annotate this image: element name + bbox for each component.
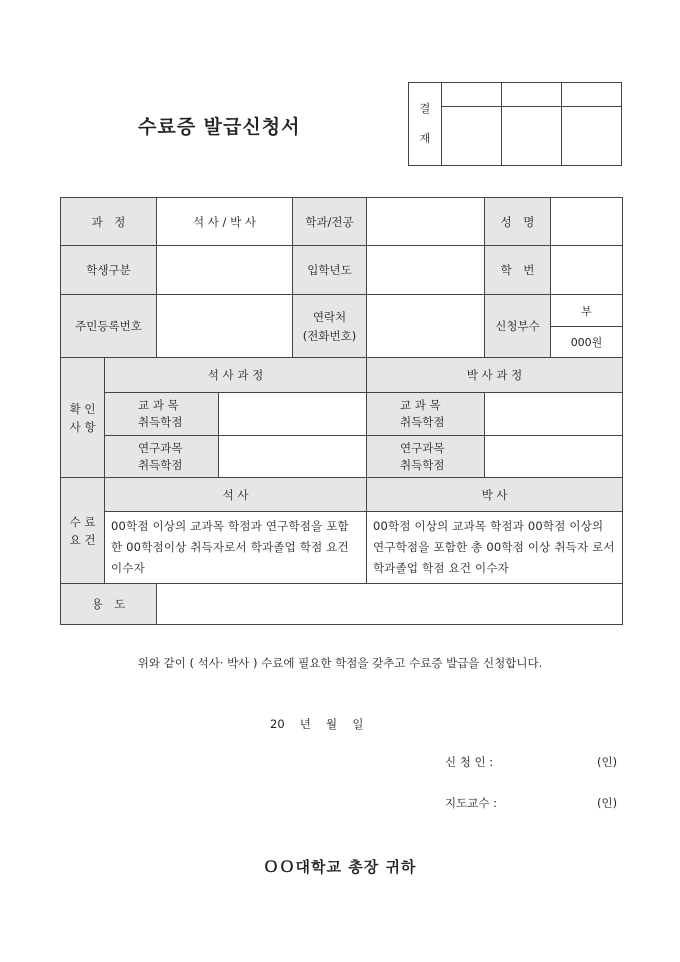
applicant-seal[interactable]: (인)	[597, 755, 618, 769]
doctor-requirement: 00학점 이상의 교과목 학점과 00학점 이상의 연구학점을 포함한 총 00학점 이상 취득자 로서 학과졸업 학점 요건 이수자	[367, 512, 623, 584]
purpose-label: 용 도	[61, 584, 157, 625]
copies-unit[interactable]: 부	[551, 295, 623, 327]
date-line: 20 년 월 일	[270, 717, 364, 731]
contact-field[interactable]	[367, 295, 485, 358]
approval-box	[408, 82, 622, 166]
course-label: 과 정	[61, 198, 157, 246]
contact-label	[293, 295, 367, 358]
application-statement: 위와 같이 ( 석사· 박사 ) 수료에 필요한 학점을 갖추고 수료증 발급을 신청합니다.	[137, 656, 543, 670]
name-label: 성 명	[485, 198, 551, 246]
student-id-label: 학 번	[485, 246, 551, 295]
master-header: 석 사	[105, 478, 367, 512]
doctor-coursework-field[interactable]	[485, 393, 623, 436]
dept-field[interactable]	[367, 198, 485, 246]
doctor-research-field[interactable]	[485, 436, 623, 478]
approval-sign-cell[interactable]	[562, 107, 622, 166]
contact-label-line2: (전화번호)	[302, 328, 357, 343]
page-title: 수료증 발급신청서	[138, 116, 301, 138]
approval-header-cell	[442, 83, 502, 107]
completion-label: 수 료 요 건	[61, 478, 105, 584]
approval-label-top: 결	[419, 102, 431, 115]
dept-label: 학과/전공	[293, 198, 367, 246]
applicant-label: 신 청 인 :	[445, 755, 494, 769]
resident-no-label: 주민등록번호	[61, 295, 157, 358]
approval-label	[409, 83, 442, 166]
name-field[interactable]	[551, 198, 623, 246]
master-research-field[interactable]	[219, 436, 367, 478]
approval-sign-cell[interactable]	[502, 107, 562, 166]
master-course-header: 석 사 과 정	[105, 358, 367, 393]
master-research-label: 연구과목 취득학점	[105, 436, 219, 478]
approval-label-bottom: 재	[419, 132, 431, 145]
student-type-field[interactable]	[157, 246, 293, 295]
advisor-label: 지도교수 :	[445, 796, 497, 810]
approval-sign-cell[interactable]	[442, 107, 502, 166]
advisor-seal[interactable]: (인)	[597, 796, 618, 810]
doctor-research-label: 연구과목 취득학점	[367, 436, 485, 478]
doctor-course-header: 박 사 과 정	[367, 358, 623, 393]
doctor-coursework-label: 교 과 목 취득학점	[367, 393, 485, 436]
purpose-field[interactable]	[157, 584, 623, 625]
resident-no-field[interactable]	[157, 295, 293, 358]
doctor-header: 박 사	[367, 478, 623, 512]
admission-year-field[interactable]	[367, 246, 485, 295]
approval-header-cell	[502, 83, 562, 107]
fee-value: 000원	[551, 327, 623, 358]
master-requirement: 00학점 이상의 교과목 학점과 연구학점을 포함한 00학점이상 취득자로서 학과졸업 학점 요건 이수자	[105, 512, 367, 584]
contact-label-line1: 연락처	[312, 309, 347, 324]
approval-header-cell	[562, 83, 622, 107]
admission-year-label: 입학년도	[293, 246, 367, 295]
course-value[interactable]: 석 사 / 박 사	[157, 198, 293, 246]
recipient: ＯＯ대학교 총장 귀하	[263, 858, 417, 876]
copies-label: 신청부수	[485, 295, 551, 358]
master-coursework-field[interactable]	[219, 393, 367, 436]
application-form	[60, 197, 623, 625]
student-id-field[interactable]	[551, 246, 623, 295]
confirm-label: 확 인 사 항	[61, 358, 105, 478]
master-coursework-label: 교 과 목 취득학점	[105, 393, 219, 436]
student-type-label: 학생구분	[61, 246, 157, 295]
